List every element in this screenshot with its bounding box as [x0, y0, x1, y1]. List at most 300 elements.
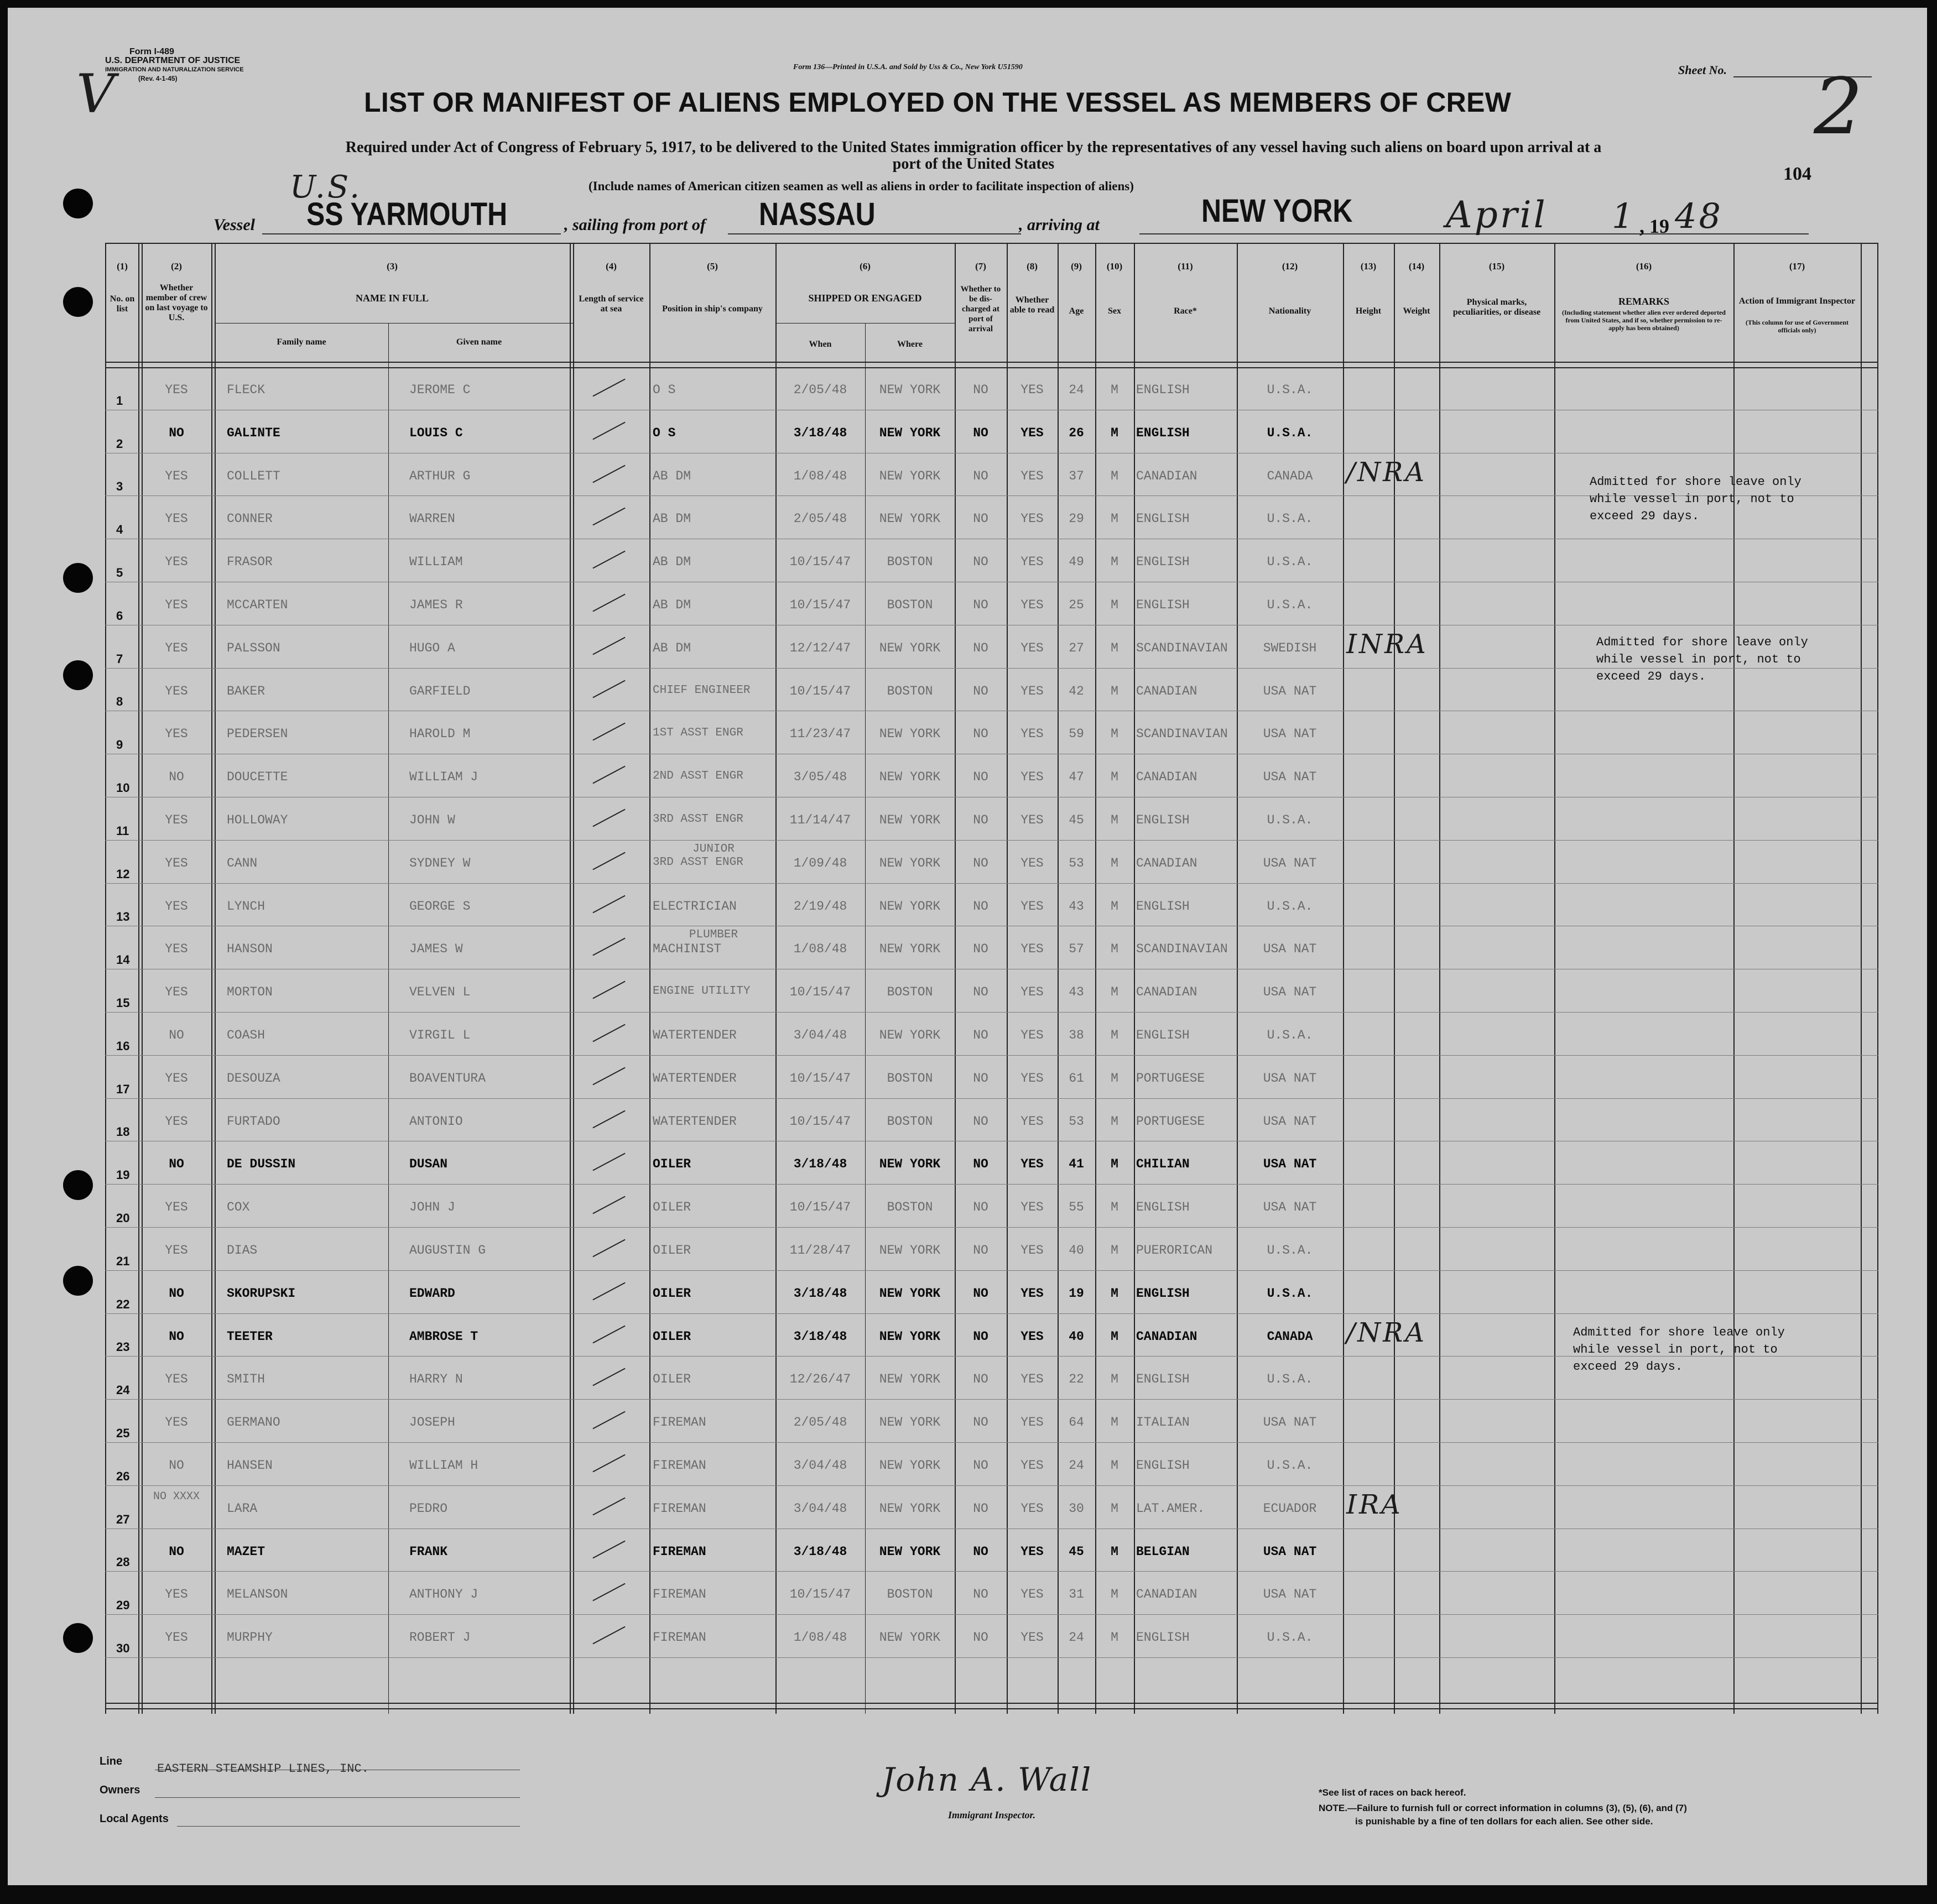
sex-cell: M	[1111, 684, 1118, 698]
shipped-when-cell: 3/05/48	[793, 770, 847, 785]
race-cell: ENGLISH	[1136, 899, 1190, 914]
shipped-when-cell: 10/15/47	[789, 684, 851, 698]
subtitle-line1: Required under Act of Congress of February 5, 1917, to be delivered to the United States immigration officer by the representatives of any vessel having such aliens on board upon arrival at a	[345, 139, 1602, 156]
discharged-cell: NO	[973, 1028, 988, 1042]
age-cell: 45	[1069, 1544, 1084, 1559]
given-name-cell: GARFIELD	[409, 684, 471, 698]
service-check-mark	[592, 1239, 625, 1258]
col-number: (6)	[860, 261, 871, 272]
given-name-cell: VIRGIL L	[409, 1028, 471, 1042]
race-cell: PORTUGESE	[1136, 1114, 1205, 1129]
department-rev: (Rev. 4-1-45)	[138, 75, 178, 82]
age-cell: 30	[1069, 1501, 1084, 1516]
able-to-read-cell: YES	[1020, 425, 1044, 440]
family-name-cell: DIAS	[227, 1243, 258, 1258]
shipped-when-cell: 10/15/47	[789, 1114, 851, 1129]
race-cell: CANADIAN	[1136, 468, 1197, 483]
row-number-cell: 1	[116, 393, 123, 408]
col-heading-sex: Sex	[1108, 306, 1121, 316]
able-to-read-cell: YES	[1020, 1243, 1044, 1258]
last-voyage-cell: YES	[165, 1587, 188, 1602]
family-name-cell: DOUCETTE	[227, 770, 288, 785]
sex-cell: M	[1111, 1286, 1118, 1301]
sex-cell: M	[1111, 1630, 1118, 1645]
family-name-cell: GERMANO	[227, 1415, 280, 1430]
nationality-cell: USA NAT	[1263, 684, 1317, 698]
last-voyage-cell: YES	[165, 1114, 188, 1129]
shipped-where-cell: BOSTON	[887, 684, 933, 698]
discharged-cell: NO	[973, 512, 988, 526]
shipped-when-cell: 10/15/47	[789, 1071, 851, 1086]
service-check-mark	[592, 637, 625, 655]
nationality-cell: U.S.A.	[1267, 1630, 1313, 1645]
service-check-mark	[592, 938, 625, 956]
shipped-when-cell: 11/14/47	[789, 813, 851, 827]
discharged-cell: NO	[973, 425, 988, 440]
race-cell: ENGLISH	[1136, 555, 1190, 570]
position-cell: OILER	[653, 1157, 691, 1172]
able-to-read-cell: YES	[1020, 1544, 1044, 1559]
able-to-read-cell: YES	[1020, 1415, 1044, 1430]
handwritten-status-mark: IRA	[1346, 1489, 1403, 1520]
row-number-cell: 23	[116, 1340, 130, 1354]
discharged-cell: NO	[973, 1415, 988, 1430]
col-heading-age: Age	[1069, 306, 1084, 316]
position-cell: FIREMAN	[653, 1630, 706, 1645]
department-block	[105, 48, 244, 83]
nationality-cell: USA NAT	[1263, 770, 1317, 785]
race-cell: ENGLISH	[1136, 1200, 1190, 1215]
col-number: (11)	[1178, 261, 1193, 272]
col-number: (10)	[1106, 261, 1123, 272]
age-cell: 31	[1069, 1587, 1084, 1602]
discharged-cell: NO	[973, 856, 988, 870]
given-name-cell: VELVEN L	[409, 985, 471, 1000]
able-to-read-cell: YES	[1020, 468, 1044, 483]
age-cell: 29	[1069, 512, 1084, 526]
sex-cell: M	[1111, 425, 1118, 440]
race-cell: ENGLISH	[1136, 425, 1190, 440]
shipped-when-cell: 1/08/48	[793, 468, 847, 483]
sex-cell: M	[1111, 856, 1118, 870]
family-name-cell: SMITH	[227, 1372, 265, 1387]
discharged-cell: NO	[973, 1630, 988, 1645]
service-check-mark	[592, 1325, 625, 1343]
service-check-mark	[592, 1368, 625, 1386]
family-name-cell: MCCARTEN	[227, 598, 288, 612]
remark-row-23: Admitted for shore leave only while vessel in port, not to exceed 29 days.	[1573, 1326, 1785, 1374]
col-number: (12)	[1282, 261, 1298, 272]
discharged-cell: NO	[973, 770, 988, 785]
arriving-label: , arriving at	[1019, 216, 1100, 234]
last-voyage-cell: NO	[169, 1028, 184, 1042]
race-cell: CANADIAN	[1136, 985, 1197, 1000]
shipped-when-cell: 12/12/47	[789, 640, 851, 655]
race-cell: SCANDINAVIAN	[1136, 727, 1228, 742]
row-number-cell: 30	[116, 1641, 130, 1655]
position-cell: ENGINE UTILITY	[653, 985, 751, 998]
nationality-cell: USA NAT	[1263, 1071, 1317, 1086]
vessel-name: SS YARMOUTH	[306, 196, 508, 232]
family-name-cell: FURTADO	[227, 1114, 280, 1129]
fine-note-line2: is punishable by a fine of ten dollars for each alien. See other side.	[1355, 1816, 1653, 1827]
age-cell: 27	[1069, 640, 1084, 655]
age-cell: 45	[1069, 813, 1084, 827]
age-cell: 53	[1069, 856, 1084, 870]
col-heading-where: Where	[897, 340, 923, 349]
last-voyage-cell: YES	[165, 1415, 188, 1430]
service-check-mark	[592, 1196, 625, 1214]
department-name: U.S. DEPARTMENT OF JUSTICE	[105, 56, 241, 65]
age-cell: 41	[1069, 1157, 1084, 1172]
service-check-mark	[592, 594, 625, 612]
shipped-where-cell: NEW YORK	[879, 1501, 941, 1516]
arrival-year: 48	[1675, 196, 1723, 236]
nationality-cell: U.S.A.	[1267, 555, 1313, 570]
given-name-cell: LOUIS C	[409, 425, 463, 440]
shipped-when-cell: 10/15/47	[789, 1587, 851, 1602]
given-name-cell: WILLIAM H	[409, 1458, 478, 1473]
shipped-when-cell: 3/18/48	[793, 1544, 847, 1559]
row-number-cell: 27	[116, 1512, 130, 1526]
given-name-cell: HUGO A	[409, 640, 455, 655]
position-cell: WATERTENDER	[653, 1028, 737, 1042]
shipped-where-cell: BOSTON	[887, 1114, 933, 1129]
service-check-mark	[592, 766, 625, 784]
discharged-cell: NO	[973, 813, 988, 827]
race-cell: ENGLISH	[1136, 1028, 1190, 1042]
able-to-read-cell: YES	[1020, 1286, 1044, 1301]
position-cell: 3RD ASST ENGR	[653, 856, 743, 869]
discharged-cell: NO	[973, 942, 988, 957]
service-check-mark	[592, 1411, 625, 1430]
subtitle-line2: port of the United States	[892, 155, 1055, 173]
discharged-cell: NO	[973, 684, 988, 698]
nationality-cell: ECUADOR	[1263, 1501, 1317, 1516]
race-cell: CANADIAN	[1136, 1329, 1197, 1344]
given-name-cell: JAMES W	[409, 942, 463, 957]
age-cell: 19	[1069, 1286, 1084, 1301]
nationality-cell: U.S.A.	[1267, 1243, 1313, 1258]
shipped-when-cell: 1/08/48	[793, 942, 847, 957]
shipped-where-cell: BOSTON	[887, 598, 933, 612]
discharged-cell: NO	[973, 383, 988, 397]
fine-note-line1: NOTE.—Failure to furnish full or correct information in columns (3), (5), (6), and (7)	[1319, 1803, 1687, 1813]
corner-handwritten-mark: V	[76, 63, 117, 125]
age-cell: 43	[1069, 985, 1084, 1000]
row-number-cell: 28	[116, 1555, 130, 1569]
able-to-read-cell: YES	[1020, 1372, 1044, 1387]
sex-cell: M	[1111, 727, 1118, 742]
given-name-cell: JOHN J	[409, 1200, 455, 1215]
nationality-cell: U.S.A.	[1267, 899, 1313, 914]
shipped-when-cell: 2/05/48	[793, 512, 847, 526]
shipped-when-cell: 3/18/48	[793, 425, 847, 440]
row-number-cell: 2	[116, 436, 123, 451]
row-number-cell: 11	[116, 823, 129, 838]
service-check-mark	[592, 421, 625, 440]
shipped-when-cell: 2/05/48	[793, 383, 847, 397]
service-check-mark	[592, 1626, 625, 1645]
family-name-cell: BAKER	[227, 684, 265, 698]
race-cell: ENGLISH	[1136, 1286, 1190, 1301]
shipped-where-cell: NEW YORK	[879, 899, 941, 914]
col-heading-inspector-note: (This column for use of Government officials only)	[1745, 319, 1849, 334]
age-cell: 24	[1069, 383, 1084, 397]
page-number: 104	[1783, 164, 1811, 184]
shipped-when-cell: 1/09/48	[793, 856, 847, 870]
position-cell: OILER	[653, 1243, 691, 1258]
punch-hole	[63, 1623, 93, 1653]
col-number: (16)	[1636, 261, 1652, 272]
age-cell: 61	[1069, 1071, 1084, 1086]
service-check-mark	[592, 1067, 625, 1085]
vessel-label: Vessel	[214, 216, 255, 234]
family-name-cell: COASH	[227, 1028, 265, 1042]
punch-hole	[63, 189, 93, 218]
shipped-where-cell: NEW YORK	[879, 1329, 941, 1344]
family-name-cell: COLLETT	[227, 468, 280, 483]
family-name-cell: CONNER	[227, 512, 273, 526]
punch-hole	[63, 287, 93, 317]
col-heading-remarks-note: (Including statement whether alien ever ordered deported from United States, and if so, whether permission to re-apply has been obtained)	[1562, 309, 1726, 332]
row-number-cell: 24	[116, 1383, 130, 1397]
page-title: LIST OR MANIFEST OF ALIENS EMPLOYED ON THE VESSEL AS MEMBERS OF CREW	[364, 87, 1512, 118]
sex-cell: M	[1111, 640, 1118, 655]
position-cell: AB DM	[653, 512, 691, 526]
nationality-cell: USA NAT	[1263, 856, 1317, 870]
service-check-mark	[592, 1583, 625, 1602]
shipped-where-cell: NEW YORK	[879, 813, 941, 827]
able-to-read-cell: YES	[1020, 770, 1044, 785]
position-cell: O S	[653, 425, 676, 440]
sex-cell: M	[1111, 1501, 1118, 1516]
able-to-read-cell: YES	[1020, 1458, 1044, 1473]
given-name-cell: HARRY N	[409, 1372, 463, 1387]
last-voyage-cell: YES	[165, 856, 188, 870]
shipped-when-cell: 10/15/47	[789, 598, 851, 612]
able-to-read-cell: YES	[1020, 727, 1044, 742]
col-heading-discharged: Whether to be dis-charged at port of arrival	[960, 285, 1001, 333]
discharged-cell: NO	[973, 1114, 988, 1129]
position-cell: ELECTRICIAN	[653, 899, 737, 914]
row-number-cell: 3	[116, 479, 123, 494]
shipped-where-cell: NEW YORK	[879, 1243, 941, 1258]
col-heading-shipped: SHIPPED OR ENGAGED	[808, 293, 922, 304]
footer-line-value: EASTERN STEAMSHIP LINES, INC.	[157, 1762, 369, 1776]
service-check-mark	[592, 723, 625, 741]
race-cell: PORTUGESE	[1136, 1071, 1205, 1086]
col-number: (8)	[1027, 261, 1038, 272]
shipped-where-cell: BOSTON	[887, 555, 933, 570]
discharged-cell: NO	[973, 468, 988, 483]
col-heading-inspector: Action of Immigrant Inspector	[1738, 296, 1856, 306]
last-voyage-cell: NO	[169, 770, 184, 785]
handwritten-status-mark: INRA	[1346, 628, 1428, 660]
shipped-where-cell: NEW YORK	[879, 1458, 941, 1473]
age-cell: 57	[1069, 942, 1084, 957]
position-cell: MACHINIST	[653, 942, 722, 957]
discharged-cell: NO	[973, 640, 988, 655]
service-check-mark	[592, 852, 625, 870]
race-cell: CANADIAN	[1136, 684, 1197, 698]
last-voyage-cell: YES	[165, 383, 188, 397]
age-cell: 22	[1069, 1372, 1084, 1387]
discharged-cell: NO	[973, 1458, 988, 1473]
able-to-read-cell: YES	[1020, 1329, 1044, 1344]
discharged-cell: NO	[973, 1329, 988, 1344]
last-voyage-cell: YES	[165, 555, 188, 570]
able-to-read-cell: YES	[1020, 813, 1044, 827]
position-cell: WATERTENDER	[653, 1071, 737, 1086]
race-cell: CANADIAN	[1136, 1587, 1197, 1602]
nationality-cell: U.S.A.	[1267, 512, 1313, 526]
col-heading-last-voyage: Whether member of crew on last voyage to U.S.	[145, 283, 208, 322]
service-check-mark	[592, 1454, 625, 1473]
row-number-cell: 25	[116, 1426, 130, 1440]
family-name-cell: MELANSON	[227, 1587, 288, 1602]
able-to-read-cell: YES	[1020, 856, 1044, 870]
shipped-when-cell: 11/28/47	[789, 1243, 851, 1258]
race-cell: ENGLISH	[1136, 512, 1190, 526]
able-to-read-cell: YES	[1020, 1114, 1044, 1129]
given-name-cell: JOHN W	[409, 813, 455, 827]
position-cell: AB DM	[653, 598, 691, 612]
punch-hole	[63, 660, 93, 690]
given-name-cell: HAROLD M	[409, 727, 471, 742]
sailing-label: , sailing from port of	[564, 216, 706, 234]
footer-line-label: Line	[100, 1755, 123, 1767]
handwritten-status-mark: /NRA	[1346, 1317, 1426, 1348]
shipped-where-cell: NEW YORK	[879, 1630, 941, 1645]
row-number-cell: 18	[116, 1125, 130, 1139]
service-check-mark	[592, 465, 625, 483]
col-number: (4)	[606, 261, 617, 272]
family-name-cell: PALSSON	[227, 640, 280, 655]
footer-owners-label: Owners	[100, 1784, 140, 1796]
sex-cell: M	[1111, 770, 1118, 785]
shipped-where-cell: BOSTON	[887, 1071, 933, 1086]
service-check-mark	[592, 1153, 625, 1171]
col-heading-no: No. on list	[110, 294, 135, 314]
race-cell: ENGLISH	[1136, 598, 1190, 612]
able-to-read-cell: YES	[1020, 555, 1044, 570]
discharged-cell: NO	[973, 727, 988, 742]
position-cell: AB DM	[653, 468, 691, 483]
sex-cell: M	[1111, 468, 1118, 483]
position-cell: 3RD ASST ENGR	[653, 813, 743, 826]
row-number-cell: 12	[116, 867, 130, 881]
discharged-cell: NO	[973, 1243, 988, 1258]
sex-cell: M	[1111, 512, 1118, 526]
col-heading-physical-marks: Physical marks, peculiarities, or disease	[1452, 298, 1541, 317]
family-name-cell: TEETER	[227, 1329, 273, 1344]
nationality-cell: USA NAT	[1263, 727, 1317, 742]
nationality-cell: U.S.A.	[1267, 1458, 1313, 1473]
nationality-cell: U.S.A.	[1267, 1028, 1313, 1042]
able-to-read-cell: YES	[1020, 1028, 1044, 1042]
family-name-cell: FRASOR	[227, 555, 273, 570]
handwritten-status-mark: /NRA	[1346, 456, 1426, 488]
shipped-where-cell: NEW YORK	[879, 512, 941, 526]
shipped-where-cell: NEW YORK	[879, 640, 941, 655]
col-heading-given-name: Given name	[456, 337, 502, 347]
shipped-where-cell: NEW YORK	[879, 1372, 941, 1387]
row-number-cell: 15	[116, 996, 130, 1010]
given-name-cell: JAMES R	[409, 598, 463, 612]
sex-cell: M	[1111, 1372, 1118, 1387]
service-check-mark	[592, 680, 625, 698]
age-cell: 42	[1069, 684, 1084, 698]
last-voyage-cell: YES	[165, 942, 188, 957]
arriving-port: NEW YORK	[1201, 193, 1353, 229]
last-voyage-cell: YES	[165, 985, 188, 1000]
age-cell: 40	[1069, 1329, 1084, 1344]
position-cell: AB DM	[653, 555, 691, 570]
manifest-sheet	[8, 8, 1927, 1885]
nationality-cell: USA NAT	[1263, 985, 1317, 1000]
family-name-cell: MURPHY	[227, 1630, 273, 1645]
age-cell: 55	[1069, 1200, 1084, 1215]
race-cell: ENGLISH	[1136, 1630, 1190, 1645]
race-cell: ENGLISH	[1136, 383, 1190, 397]
sex-cell: M	[1111, 1329, 1118, 1344]
nationality-cell: CANADA	[1267, 1329, 1313, 1344]
shipped-where-cell: NEW YORK	[879, 1544, 941, 1559]
sex-cell: M	[1111, 1157, 1118, 1172]
shipped-when-cell: 1/08/48	[793, 1630, 847, 1645]
able-to-read-cell: YES	[1020, 383, 1044, 397]
sailing-from-port: NASSAU	[759, 196, 876, 232]
age-cell: 64	[1069, 1415, 1084, 1430]
punch-hole	[63, 563, 93, 593]
row-number-cell: 22	[116, 1297, 130, 1311]
row-number-cell: 14	[116, 953, 130, 967]
race-cell: SCANDINAVIAN	[1136, 640, 1228, 655]
given-name-cell: AUGUSTIN G	[409, 1243, 486, 1258]
age-cell: 47	[1069, 770, 1084, 785]
position-cell: OILER	[653, 1329, 691, 1344]
able-to-read-cell: YES	[1020, 1630, 1044, 1645]
given-name-cell: JOSEPH	[409, 1415, 455, 1430]
last-voyage-cell: YES	[165, 1071, 188, 1086]
family-name-cell: HANSON	[227, 942, 273, 957]
last-voyage-cell: NO XXXX	[153, 1490, 200, 1503]
shipped-where-cell: NEW YORK	[879, 727, 941, 742]
shipped-when-cell: 2/19/48	[793, 899, 847, 914]
race-cell: PUERORICAN	[1136, 1243, 1213, 1258]
sex-cell: M	[1111, 899, 1118, 914]
position-cell: FIREMAN	[653, 1415, 706, 1430]
last-voyage-cell: NO	[169, 1544, 184, 1559]
col-number: (14)	[1408, 261, 1425, 272]
sex-cell: M	[1111, 1243, 1118, 1258]
family-name-cell: MORTON	[227, 985, 273, 1000]
given-name-cell: WILLIAM J	[409, 770, 478, 785]
position-cell: FIREMAN	[653, 1458, 706, 1473]
service-check-mark	[592, 1110, 625, 1128]
nationality-cell: U.S.A.	[1267, 598, 1313, 612]
given-name-cell: GEORGE S	[409, 899, 471, 914]
row-number-cell: 9	[116, 738, 123, 752]
race-cell: CANADIAN	[1136, 770, 1197, 785]
subtitle-note: (Include names of American citizen seamen as well as aliens in order to facilitate inspection of aliens)	[589, 179, 1134, 193]
last-voyage-cell: YES	[165, 598, 188, 612]
shipped-where-cell: NEW YORK	[879, 1157, 941, 1172]
age-cell: 49	[1069, 555, 1084, 570]
position-cell: OILER	[653, 1200, 691, 1215]
punch-hole	[63, 1170, 93, 1200]
